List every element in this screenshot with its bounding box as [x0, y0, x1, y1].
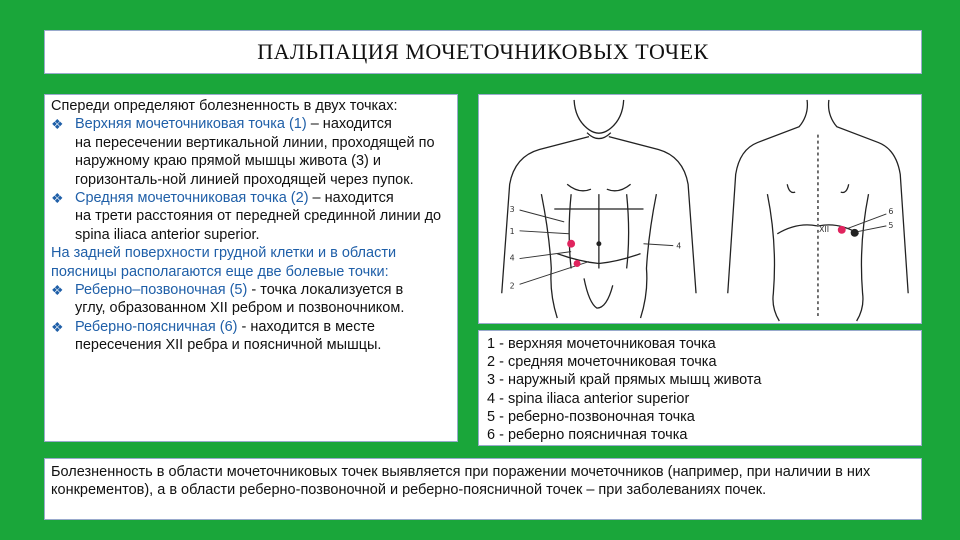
back-body-outline	[728, 100, 908, 321]
legend-box	[478, 330, 922, 446]
conclusion-text: Болезненность в области мочеточниковых точек выявляется при поражении мочеточников (например, при наличии в них конкрементов), а в области реберно-позвоночной и реберно-поясничной точек – при заболеваниях почек.	[51, 464, 871, 499]
item-name: Реберно–позвоночная (5)	[75, 282, 248, 299]
description-box	[44, 94, 458, 442]
leader-lines	[520, 210, 887, 284]
conclusion-box	[44, 458, 922, 520]
item-text: – находится	[308, 190, 394, 207]
anatomy-figure	[478, 94, 922, 324]
figure-label: 5	[888, 220, 894, 230]
list-item	[51, 115, 451, 133]
figure-label: 4	[509, 253, 515, 263]
figure-label: 6	[888, 206, 894, 216]
title-box	[44, 30, 922, 74]
list-item	[51, 189, 451, 207]
item-text: – находится	[306, 116, 392, 133]
item-continuation: пересечения XII ребра и поясничной мышцы.	[75, 337, 382, 354]
figure-label: 4	[676, 241, 682, 251]
middle-ureteral-point	[574, 260, 581, 267]
front-body-outline	[502, 100, 696, 318]
diamond-bullet-icon: ❖	[51, 116, 64, 133]
item-name: Верхняя мочеточниковая точка (1)	[75, 116, 307, 133]
figure-label: XII	[818, 224, 830, 234]
legend-item: 2 - средняя мочеточниковая точка	[487, 354, 717, 371]
item-continuation: углу, образованном XII ребром и позвоночником.	[75, 300, 405, 317]
diamond-bullet-icon: ❖	[51, 318, 64, 335]
figure-label: 1	[509, 226, 515, 236]
item-continuation: на трети расстояния от передней срединной линии до spina iliaca anterior superior.	[75, 208, 442, 243]
legend-item: 5 - реберно-позвоночная точка	[487, 408, 695, 425]
item-name: Реберно-поясничная (6)	[75, 318, 238, 335]
anatomy-illustration	[479, 95, 921, 323]
posterior-intro: На задней поверхности грудной клетки и в области поясницы располагаются еще две болевые точки:	[51, 245, 397, 280]
figure-label: 2	[509, 281, 515, 291]
list-item	[51, 318, 451, 336]
legend-item: 1 - верхняя мочеточниковая точка	[487, 336, 716, 352]
item-text: - находится в месте	[237, 318, 375, 335]
diamond-bullet-icon: ❖	[51, 190, 64, 207]
upper-ureteral-point	[567, 240, 575, 248]
item-continuation: на пересечении вертикальной линии, проходящей по наружному краю прямой мышцы живота (3) и горизонталь-ной линией проходящей через пупок.	[75, 134, 435, 188]
page-title: ПАЛЬПАЦИЯ МОЧЕТОЧНИКОВЫХ ТОЧЕК	[257, 39, 709, 64]
anterior-intro: Спереди определяют болезненность в двух точках:	[51, 98, 398, 114]
figure-label: 3	[509, 204, 515, 214]
costolumbar-point	[851, 229, 859, 237]
costovertebral-point	[838, 226, 846, 234]
item-name: Средняя мочеточниковая точка (2)	[75, 190, 309, 207]
legend-item: 4 - spina iliaca anterior superior	[487, 390, 690, 407]
item-text: - точка локализуется в	[247, 282, 404, 299]
list-item	[51, 281, 451, 299]
navel-point	[596, 241, 601, 246]
diamond-bullet-icon: ❖	[51, 282, 64, 299]
legend-item: 6 - реберно поясничная точка	[487, 427, 688, 444]
legend-item: 3 - наружный край прямых мышц живота	[487, 372, 762, 389]
